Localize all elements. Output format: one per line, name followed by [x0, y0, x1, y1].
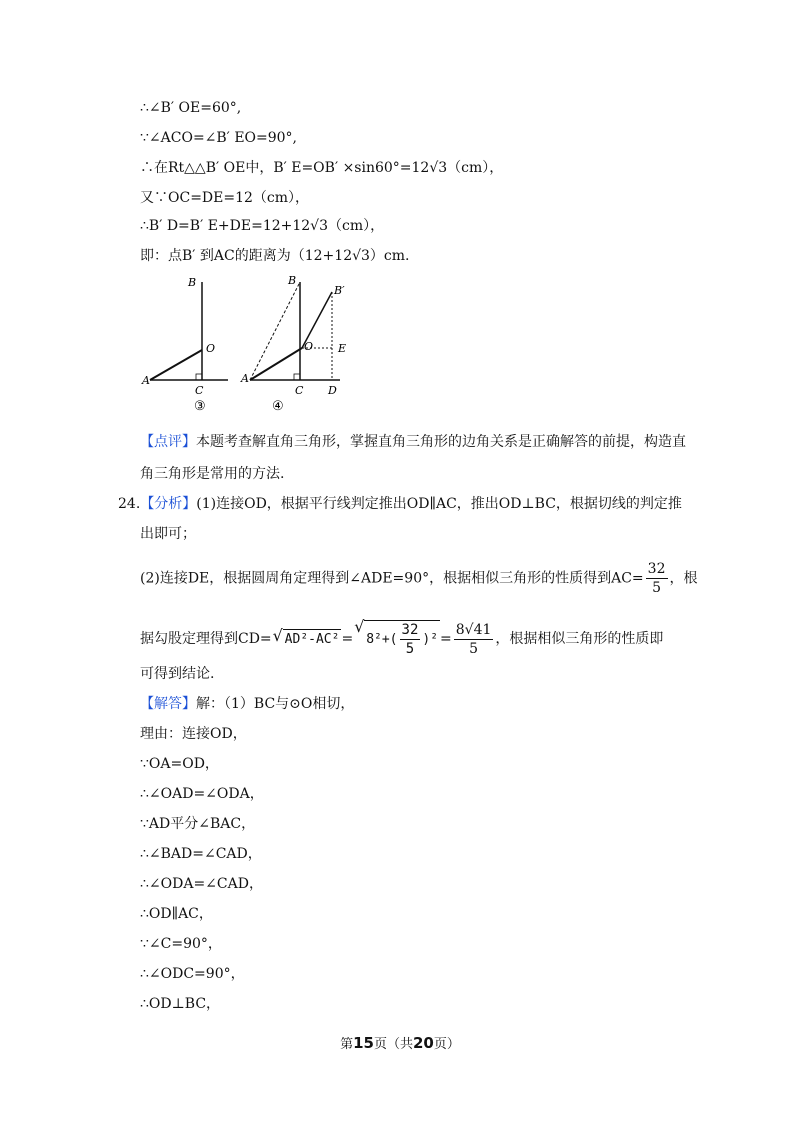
fig3-number: ③ — [194, 399, 206, 414]
fig4-label-e: E — [338, 342, 347, 355]
fig3-label-c: C — [195, 384, 204, 397]
fig4-number: ④ — [272, 399, 284, 414]
text-line-1: ∴∠B′ OE=60°, — [140, 100, 242, 116]
fig4-label-o: O — [304, 340, 314, 353]
fig4-label-c: C — [295, 384, 304, 397]
fig3-label-o: O — [206, 342, 216, 355]
figure-4 — [240, 274, 346, 414]
q24-analysis-line-2 — [140, 560, 698, 597]
sqrt2-part-a: 8²+( — [366, 632, 398, 647]
fig4-label-a: A — [241, 372, 249, 385]
answer-line-2: 理由：连接OD， — [140, 726, 247, 742]
answer-line-3: ∵OA=OD， — [140, 756, 219, 772]
fig4-label-d: D — [328, 384, 337, 397]
answer-line-8: ∴OD∥AC， — [140, 906, 213, 922]
answer-line-4: ∴∠OAD=∠ODA， — [140, 786, 264, 802]
footer-pre: 第 — [340, 1037, 354, 1052]
answer-line-1 — [140, 694, 354, 714]
sqrt-ad-ac: √ AD²-AC² — [273, 629, 342, 650]
fraction-cd — [454, 621, 494, 658]
comment-text-1: 本题考查解直角三角形，掌握直角三角形的边角关系是正确解答的前提，构造直 — [196, 434, 686, 450]
fig4-label-b-prime: B′ — [334, 284, 345, 297]
sqrt-ad-ac-content: AD²-AC² — [283, 629, 342, 650]
fig3-label-a: A — [142, 374, 150, 387]
footer-total-pages: 20 — [413, 1034, 434, 1052]
analysis-tag: 【分析】 — [140, 496, 197, 512]
text-line-2: ∵∠ACO=∠B′ EO=90°, — [140, 130, 298, 146]
answer-tag: 【解答】 — [140, 696, 196, 712]
footer-page-number: 15 — [353, 1034, 374, 1052]
q24-analysis-line-4: 可得到结论. — [140, 666, 215, 682]
sqrt-8-32-5: √ 8²+( $\frac{32}{5}$ )² — [354, 617, 439, 657]
text-line-5: ∴B′ D=B′ E+DE=12+12√3（cm）， — [140, 218, 385, 234]
sqrt2-numerator: 32 — [401, 622, 419, 638]
sqrt2-denominator: 5 — [405, 641, 415, 657]
fraction-denominator: 5 — [652, 580, 662, 596]
answer-line-7: ∴∠ODA=∠CAD， — [140, 876, 263, 892]
answer-line-5: ∵AD平分∠BAC， — [140, 816, 256, 832]
analysis-text-2: (2)连接DE，根据圆周角定理得到∠ADE=90°，根据相似三角形的性质得到AC= — [140, 570, 644, 587]
q24-analysis-line-1b: 出即可； — [140, 526, 196, 542]
analysis-text-3-post: ，根据相似三角形的性质即 — [495, 631, 664, 647]
text-line-3: ∴在Rt△△B′ OE中，B′ E=OB′ ×sin60°=12√3（cm）， — [140, 160, 504, 176]
fraction-ac — [646, 560, 668, 597]
cd-numerator: 8√41 — [455, 621, 492, 638]
q24-analysis-line-3 — [140, 617, 664, 658]
geometry-diagram — [140, 270, 380, 420]
fraction-numerator: 32 — [647, 561, 666, 577]
equals-sign: = — [341, 631, 354, 647]
fig4-label-b: B — [288, 274, 297, 287]
text-line-6: 即：点B′ 到AC的距离为（12+12√3）cm. — [140, 248, 410, 264]
text-line-4: 又∵OC=DE=12（cm）， — [140, 190, 310, 206]
page-footer — [0, 1033, 800, 1052]
comment-line-2: 角三角形是常用的方法. — [140, 466, 285, 482]
footer-post: 页） — [433, 1037, 460, 1052]
answer-text-1: 解：（1）BC与⊙O相切， — [196, 696, 355, 712]
fig3-label-b: B — [188, 276, 197, 289]
analysis-text-2-post: ，根 — [669, 570, 698, 587]
question-number: 24. — [118, 496, 141, 512]
answer-line-9: ∵∠C=90°， — [140, 936, 222, 952]
equals-sign-2: = — [440, 631, 452, 647]
figure-3 — [141, 276, 228, 414]
footer-mid: 页（共 — [373, 1037, 413, 1052]
q24-analysis-line-1 — [118, 494, 682, 514]
comment-line-1 — [140, 432, 686, 452]
sqrt2-part-b: )² — [422, 632, 439, 647]
analysis-text-1: (1)连接OD，根据平行线判定推出OD∥AC，推出OD⊥BC，根据切线的判定推 — [196, 496, 682, 512]
comment-tag: 【点评】 — [140, 434, 196, 450]
answer-line-6: ∴∠BAD=∠CAD， — [140, 846, 262, 862]
analysis-text-3: 据勾股定理得到CD= — [140, 631, 272, 647]
cd-denominator: 5 — [469, 640, 479, 657]
answer-line-11: ∴OD⊥BC， — [140, 996, 221, 1012]
answer-line-10: ∴∠ODC=90°， — [140, 966, 245, 982]
